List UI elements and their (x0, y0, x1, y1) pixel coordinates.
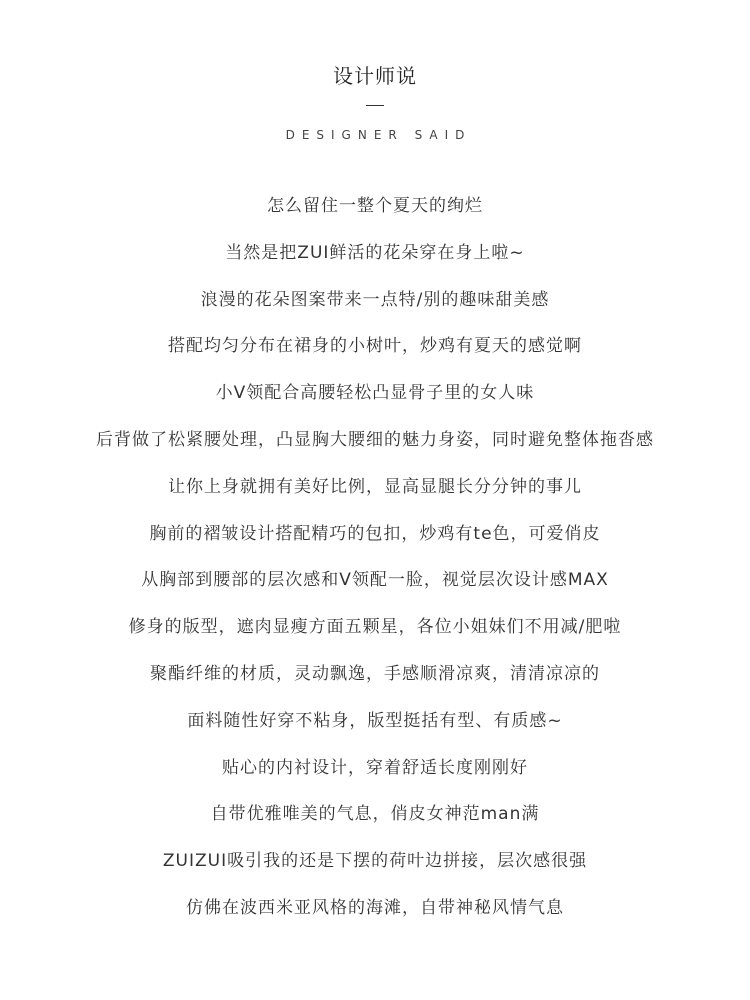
description-line: ZUIZUI吸引我的还是下摆的荷叶边拼接，层次感很强 (162, 851, 588, 872)
description-line: 从胸部到腰部的层次感和V领配一脸，视觉层次设计感MAX (141, 570, 609, 591)
description-line: 小V领配合高腰轻松凸显骨子里的女人味 (215, 383, 535, 404)
description-line: 浪漫的花朵图案带来一点特/别的趣味甜美感 (200, 289, 550, 310)
description-lines (0, 190, 750, 939)
description-line: 胸前的褶皱设计搭配精巧的包扣，炒鸡有te色，可爱俏皮 (149, 523, 601, 544)
description-line: 面料随性好穿不粘身，版型挺括有型、有质感~ (187, 710, 563, 731)
description-line: 自带优雅唯美的气息，俏皮女神范man满 (210, 804, 540, 825)
section-title: 设计师说 (333, 64, 417, 88)
description-line: 搭配均匀分布在裙身的小树叶，炒鸡有夏天的感觉啊 (168, 336, 582, 357)
description-line: 聚酯纤维的材质，灵动飘逸，手感顺滑凉爽，清清凉凉的 (150, 663, 600, 684)
designer-said-header (0, 62, 750, 143)
description-line: 修身的版型，遮肉显瘦方面五颗星，各位小姐妹们不用减/肥啦 (128, 617, 622, 638)
section-subtitle: DESIGNER SAID (285, 128, 472, 142)
title-divider (366, 105, 384, 106)
description-line: 仿佛在波西米亚风格的海滩，自带神秘风情气息 (186, 897, 564, 918)
description-line: 贴心的内衬设计，穿着舒适长度刚刚好 (222, 757, 528, 778)
description-line: 当然是把ZUI鲜活的花朵穿在身上啦~ (225, 242, 525, 263)
description-line: 让你上身就拥有美好比例，显高显腿长分分钟的事儿 (168, 476, 582, 497)
description-line: 后背做了松紧腰处理，凸显胸大腰细的魅力身姿，同时避免整体拖沓感 (96, 429, 654, 450)
description-line: 怎么留住一整个夏天的绚烂 (267, 196, 483, 216)
